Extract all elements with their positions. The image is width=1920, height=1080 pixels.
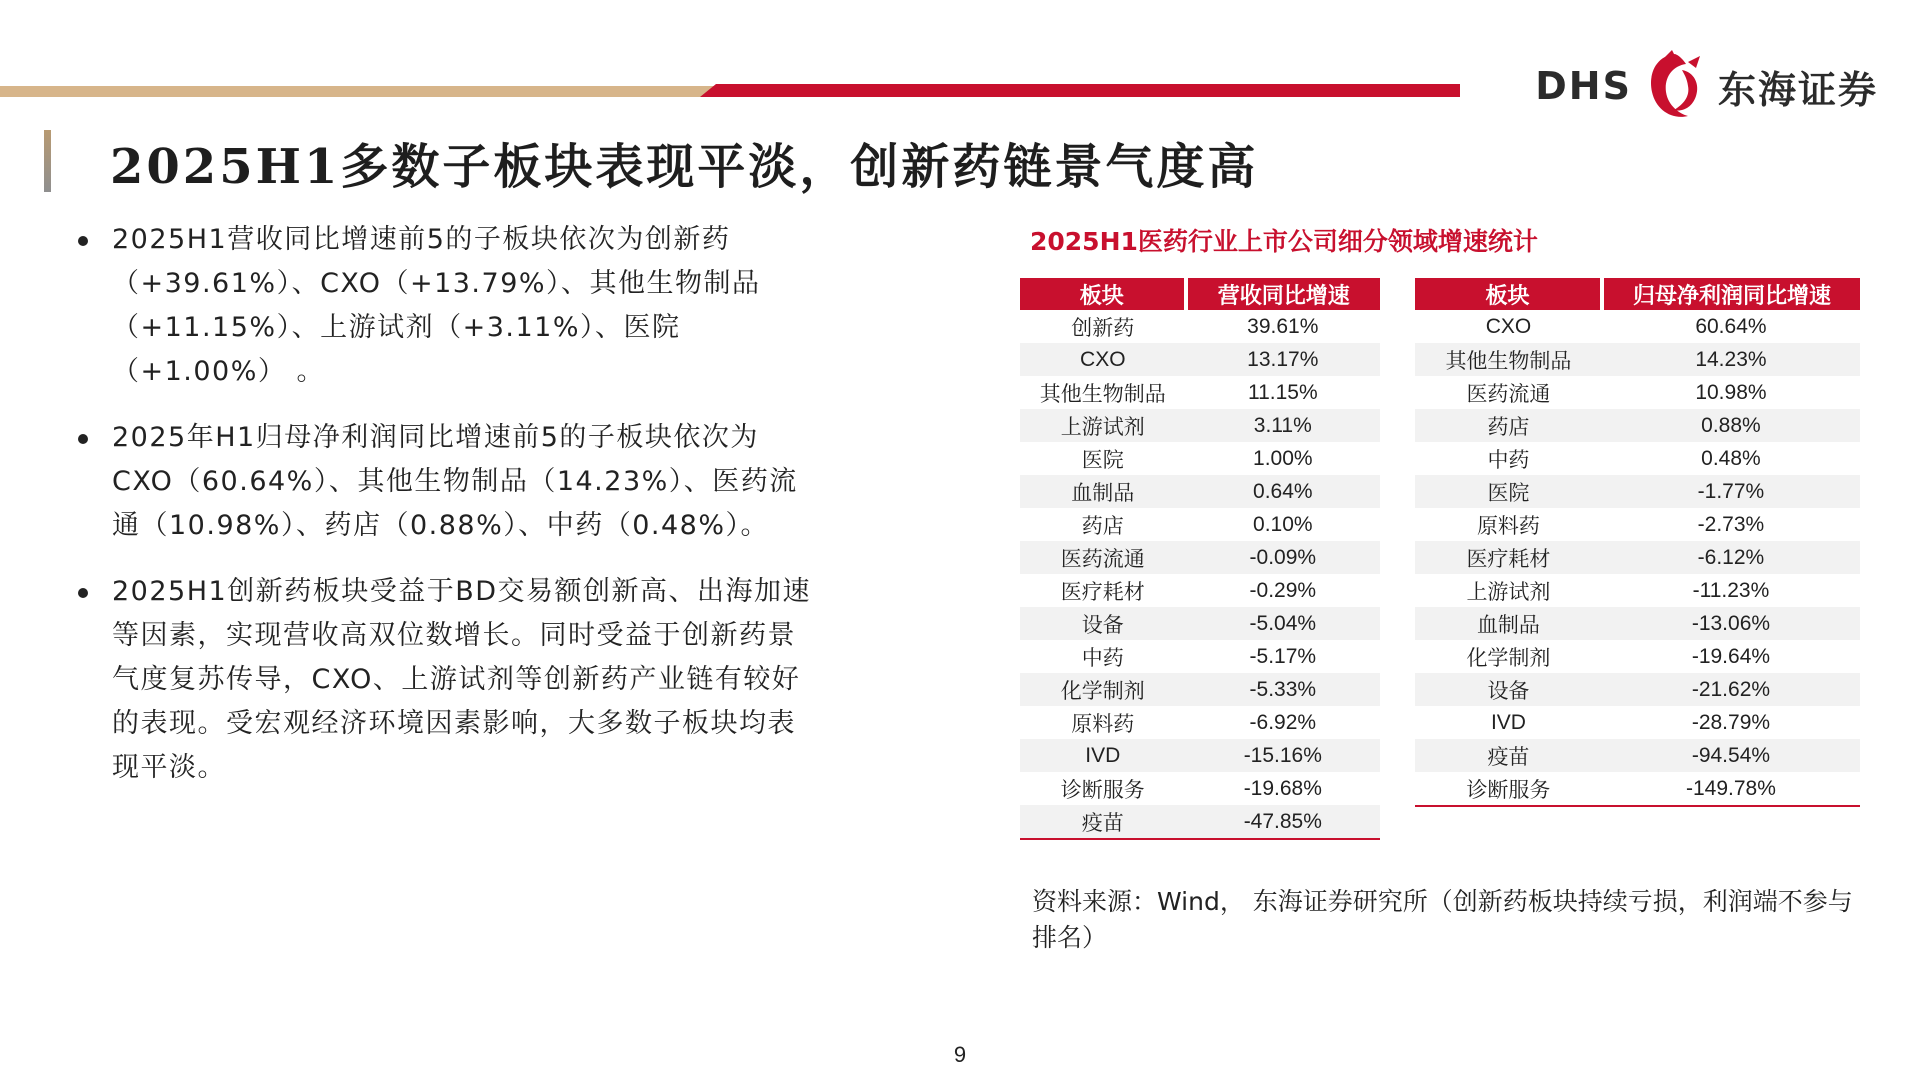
growth-cell: -19.64%: [1602, 640, 1860, 673]
growth-cell: -21.62%: [1602, 673, 1860, 706]
table-row: [1415, 706, 1860, 739]
growth-cell: -13.06%: [1602, 607, 1860, 640]
growth-cell: -149.78%: [1602, 772, 1860, 806]
sector-cell: 药店: [1020, 508, 1186, 541]
growth-cell: 39.61%: [1186, 310, 1380, 343]
sector-cell: 其他生物制品: [1415, 343, 1602, 376]
growth-cell: -0.29%: [1186, 574, 1380, 607]
table-row: [1020, 442, 1380, 475]
title-accent-bar: [44, 130, 51, 192]
growth-cell: -28.79%: [1602, 706, 1860, 739]
sector-cell: 疫苗: [1020, 805, 1186, 839]
sector-cell: IVD: [1020, 739, 1186, 772]
table-row: [1415, 376, 1860, 409]
bullet-item: 2025H1创新药板块受益于BD交易额创新高、出海加速等因素，实现营收高双位数增长。同时受益于创新药景气度复苏传导，CXO、上游试剂等创新药产业链有较好的表现。受宏观经济环境因素影响，大多数子板块均表现平淡。: [72, 570, 812, 790]
table-row: [1415, 409, 1860, 442]
table-row: [1020, 706, 1380, 739]
growth-cell: -47.85%: [1186, 805, 1380, 839]
sector-cell: IVD: [1415, 706, 1602, 739]
sector-cell: 化学制剂: [1415, 640, 1602, 673]
sector-cell: 设备: [1415, 673, 1602, 706]
sector-cell: 医疗耗材: [1020, 574, 1186, 607]
dragon-emblem-icon: [1642, 48, 1708, 124]
sector-cell: 血制品: [1415, 607, 1602, 640]
sector-cell: 医药流通: [1020, 541, 1186, 574]
table-row: [1415, 772, 1860, 806]
growth-cell: 11.15%: [1186, 376, 1380, 409]
table-row: [1020, 475, 1380, 508]
table-row: [1415, 607, 1860, 640]
sector-cell: 原料药: [1415, 508, 1602, 541]
table-row: [1020, 343, 1380, 376]
table-row: [1415, 442, 1860, 475]
growth-cell: -15.16%: [1186, 739, 1380, 772]
bullet-item: 2025H1营收同比增速前5的子板块依次为创新药（+39.61%）、CXO（+13.79%）、其他生物制品（+11.15%）、上游试剂（+3.11%）、医院（+1.00%） 。: [72, 218, 812, 394]
growth-cell: -6.12%: [1602, 541, 1860, 574]
table-row: [1020, 376, 1380, 409]
table-row: [1020, 574, 1380, 607]
growth-cell: 3.11%: [1186, 409, 1380, 442]
table-header-row: [1020, 278, 1380, 310]
table-row: [1020, 805, 1380, 839]
revenue-growth-table: [1020, 278, 1380, 840]
sector-cell: 医院: [1415, 475, 1602, 508]
table-row: [1020, 541, 1380, 574]
table-header-cell: 归母净利润同比增速: [1602, 278, 1860, 310]
sector-cell: 诊断服务: [1415, 772, 1602, 806]
sector-cell: 医院: [1020, 442, 1186, 475]
growth-cell: -5.17%: [1186, 640, 1380, 673]
page-title: 2025H1多数子板块表现平淡，创新药链景气度高: [110, 139, 1259, 195]
profit-table-body: [1415, 310, 1860, 806]
table-row: [1415, 508, 1860, 541]
table-row: [1020, 508, 1380, 541]
profit-growth-table: [1415, 278, 1860, 807]
table-row: [1020, 772, 1380, 805]
growth-cell: -1.77%: [1602, 475, 1860, 508]
sector-cell: 创新药: [1020, 310, 1186, 343]
table-row: [1415, 310, 1860, 343]
table-row: [1415, 574, 1860, 607]
sector-cell: 诊断服务: [1020, 772, 1186, 805]
header-red-bar: [700, 84, 1460, 97]
bullet-list: [72, 218, 812, 812]
growth-cell: -19.68%: [1186, 772, 1380, 805]
sector-cell: 上游试剂: [1415, 574, 1602, 607]
bullet-item: 2025年H1归母净利润同比增速前5的子板块依次为CXO（60.64%）、其他生物制品（14.23%）、医药流通（10.98%）、药店（0.88%）、中药（0.48%）。: [72, 416, 812, 548]
growth-cell: -11.23%: [1602, 574, 1860, 607]
table-row: [1020, 310, 1380, 343]
sector-cell: 化学制剂: [1020, 673, 1186, 706]
header-gold-bar: [0, 86, 720, 97]
source-note: 资料来源：Wind， 东海证券研究所（创新药板块持续亏损，利润端不参与排名）: [1032, 887, 1853, 952]
table-header-row: [1415, 278, 1860, 310]
sector-cell: 上游试剂: [1020, 409, 1186, 442]
table-row: [1020, 673, 1380, 706]
growth-cell: 0.88%: [1602, 409, 1860, 442]
growth-cell: -0.09%: [1186, 541, 1380, 574]
growth-cell: -5.33%: [1186, 673, 1380, 706]
sector-cell: 药店: [1415, 409, 1602, 442]
table-row: [1415, 673, 1860, 706]
table-heading: 2025H1医药行业上市公司细分领域增速统计: [1030, 227, 1538, 256]
table-row: [1020, 607, 1380, 640]
growth-cell: 0.64%: [1186, 475, 1380, 508]
table-header-cell: 板块: [1415, 278, 1602, 310]
logo-chinese-name: 东海证券: [1717, 67, 1878, 112]
growth-cell: 60.64%: [1602, 310, 1860, 343]
revenue-table-body: [1020, 310, 1380, 839]
growth-cell: -2.73%: [1602, 508, 1860, 541]
sector-cell: 血制品: [1020, 475, 1186, 508]
table-row: [1020, 739, 1380, 772]
growth-cell: -6.92%: [1186, 706, 1380, 739]
page-number: 9: [953, 1042, 967, 1067]
table-row: [1415, 640, 1860, 673]
table-row: [1020, 640, 1380, 673]
table-row: [1415, 475, 1860, 508]
sector-cell: 设备: [1020, 607, 1186, 640]
growth-cell: -5.04%: [1186, 607, 1380, 640]
sector-cell: CXO: [1415, 310, 1602, 343]
company-logo: [1535, 48, 1878, 124]
sector-cell: 其他生物制品: [1020, 376, 1186, 409]
sector-cell: CXO: [1020, 343, 1186, 376]
growth-cell: 14.23%: [1602, 343, 1860, 376]
sector-cell: 医药流通: [1415, 376, 1602, 409]
growth-cell: 10.98%: [1602, 376, 1860, 409]
table-row: [1415, 739, 1860, 772]
table-row: [1020, 409, 1380, 442]
sector-cell: 中药: [1020, 640, 1186, 673]
table-row: [1415, 343, 1860, 376]
sector-cell: 原料药: [1020, 706, 1186, 739]
table-header-cell: 营收同比增速: [1186, 278, 1380, 310]
table-row: [1415, 541, 1860, 574]
growth-cell: -94.54%: [1602, 739, 1860, 772]
growth-cell: 1.00%: [1186, 442, 1380, 475]
logo-text: DHS: [1535, 64, 1632, 108]
growth-cell: 13.17%: [1186, 343, 1380, 376]
growth-cell: 0.48%: [1602, 442, 1860, 475]
table-header-cell: 板块: [1020, 278, 1186, 310]
sector-cell: 疫苗: [1415, 739, 1602, 772]
growth-cell: 0.10%: [1186, 508, 1380, 541]
sector-cell: 医疗耗材: [1415, 541, 1602, 574]
sector-cell: 中药: [1415, 442, 1602, 475]
